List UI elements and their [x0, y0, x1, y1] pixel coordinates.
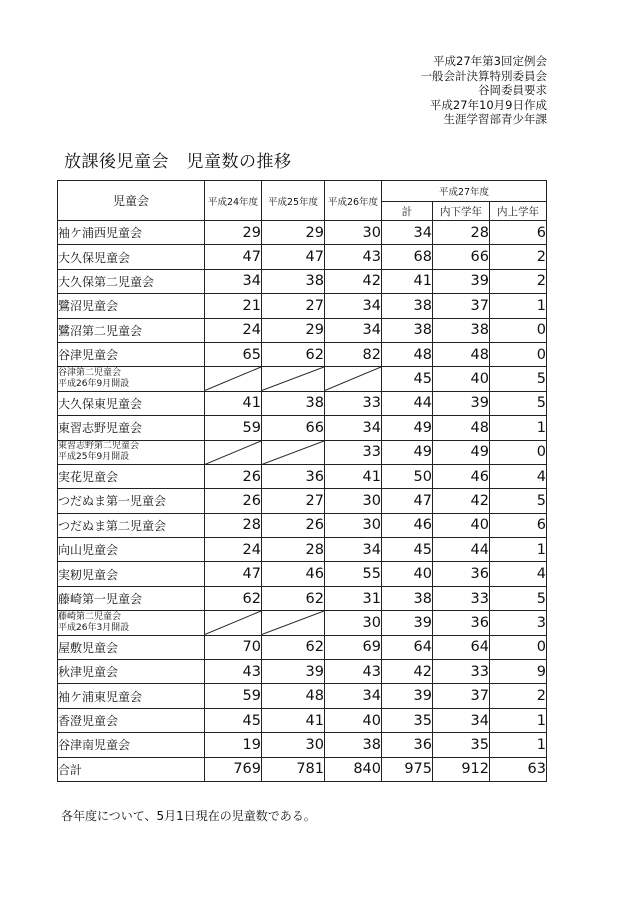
club-name: 向山児童会 — [58, 543, 119, 558]
not-applicable-cell — [325, 367, 382, 391]
club-name-cell — [58, 318, 205, 342]
value-h26: 34 — [325, 416, 382, 440]
value-h26: 33 — [325, 391, 382, 415]
value-h26: 40 — [325, 708, 382, 732]
value-h26: 82 — [325, 342, 382, 366]
club-name: 袖ケ浦東児童会 — [58, 689, 143, 704]
value-upper: 2 — [490, 245, 547, 269]
value-total: 39 — [382, 684, 433, 708]
value-upper: 1 — [490, 733, 547, 757]
table-row — [58, 708, 547, 732]
club-name: 実籾児童会 — [58, 567, 119, 582]
value-lower: 46 — [433, 464, 490, 488]
club-name-cell — [58, 635, 205, 659]
slash-mark — [205, 611, 261, 634]
value-upper: 0 — [490, 318, 547, 342]
value-total: 45 — [382, 367, 433, 391]
value-h26: 30 — [325, 221, 382, 245]
value-total: 64 — [382, 635, 433, 659]
value-h24: 47 — [205, 245, 262, 269]
value-h24: 62 — [205, 586, 262, 610]
value-upper: 1 — [490, 708, 547, 732]
club-name: 東習志野児童会 — [58, 421, 143, 436]
not-applicable-cell — [262, 440, 325, 464]
club-name-cell — [58, 684, 205, 708]
not-applicable-cell — [205, 367, 262, 391]
club-name: 鷺沼第二児童会 — [58, 323, 143, 338]
club-name: 秋津児童会 — [58, 665, 119, 680]
club-name: 谷津南児童会 — [58, 738, 131, 753]
value-total: 46 — [382, 513, 433, 537]
club-name: 大久保児童会 — [58, 250, 131, 265]
column-header-lower: 内下学年 — [433, 202, 490, 221]
value-h24: 34 — [205, 269, 262, 293]
value-h24: 43 — [205, 660, 262, 684]
table-row — [58, 440, 547, 464]
header-line: 谷岡委員要求 — [478, 83, 547, 98]
table-row — [58, 538, 547, 562]
value-lower: 37 — [433, 294, 490, 318]
club-name: 鷺沼児童会 — [58, 299, 119, 314]
value-h25: 36 — [262, 464, 325, 488]
value-upper: 5 — [490, 489, 547, 513]
club-name: 袖ケ浦西児童会 — [58, 226, 143, 241]
value-h25: 28 — [262, 538, 325, 562]
value-h26: 55 — [325, 562, 382, 586]
value-h24: 28 — [205, 513, 262, 537]
value-h25: 41 — [262, 708, 325, 732]
club-name-cell — [58, 757, 205, 781]
value-total: 50 — [382, 464, 433, 488]
table-row — [58, 586, 547, 610]
value-total: 48 — [382, 342, 433, 366]
value-lower: 64 — [433, 635, 490, 659]
value-h26: 34 — [325, 294, 382, 318]
document-header — [421, 54, 548, 127]
value-h26: 34 — [325, 538, 382, 562]
value-h25: 39 — [262, 660, 325, 684]
club-name-cell — [58, 269, 205, 293]
value-total: 49 — [382, 416, 433, 440]
value-upper: 5 — [490, 586, 547, 610]
club-opening-note: 平成26年9月開設 — [58, 379, 130, 390]
table-row — [58, 318, 547, 342]
value-lower: 912 — [433, 757, 490, 781]
club-name-cell — [58, 611, 205, 635]
table-row — [58, 245, 547, 269]
column-header-name: 児童会 — [58, 181, 205, 221]
table-row — [58, 513, 547, 537]
club-name-cell — [58, 660, 205, 684]
club-name-cell — [58, 367, 205, 391]
club-opening-note: 平成25年9月開設 — [58, 452, 130, 463]
header-line: 平成27年10月9日作成 — [429, 97, 547, 112]
value-h26: 43 — [325, 245, 382, 269]
children-count-table — [57, 180, 547, 782]
value-lower: 35 — [433, 733, 490, 757]
club-name-cell — [58, 562, 205, 586]
value-lower: 66 — [433, 245, 490, 269]
value-h26: 43 — [325, 660, 382, 684]
header-line: 一般会計決算特別委員会 — [420, 68, 547, 83]
club-name-cell — [58, 464, 205, 488]
value-h26: 31 — [325, 586, 382, 610]
value-h25: 38 — [262, 269, 325, 293]
table-row — [58, 660, 547, 684]
value-total: 49 — [382, 440, 433, 464]
value-total: 38 — [382, 318, 433, 342]
value-upper: 6 — [490, 221, 547, 245]
not-applicable-cell — [205, 440, 262, 464]
value-lower: 36 — [433, 611, 490, 635]
club-name-cell — [58, 733, 205, 757]
slash-mark — [262, 441, 324, 464]
value-lower: 40 — [433, 513, 490, 537]
club-name: 東習志野第二児童会 — [58, 441, 140, 452]
value-upper: 5 — [490, 367, 547, 391]
value-h26: 41 — [325, 464, 382, 488]
value-h25: 29 — [262, 221, 325, 245]
table-row — [58, 757, 547, 781]
not-applicable-cell — [262, 367, 325, 391]
table-row — [58, 562, 547, 586]
value-upper: 4 — [490, 464, 547, 488]
value-total: 35 — [382, 708, 433, 732]
value-lower: 39 — [433, 391, 490, 415]
club-name: 合計 — [58, 762, 83, 777]
club-name-cell — [58, 294, 205, 318]
value-h25: 62 — [262, 342, 325, 366]
value-h26: 38 — [325, 733, 382, 757]
value-h25: 29 — [262, 318, 325, 342]
club-name: 谷津第二児童会 — [58, 368, 122, 379]
club-name-cell — [58, 489, 205, 513]
header-line: 平成27年第3回定例会 — [433, 54, 547, 68]
value-total: 38 — [382, 294, 433, 318]
column-header-h24: 平成24年度 — [205, 181, 262, 221]
table-row — [58, 464, 547, 488]
value-h24: 45 — [205, 708, 262, 732]
table-row — [58, 367, 547, 391]
table-body — [58, 221, 547, 782]
value-lower: 28 — [433, 221, 490, 245]
value-lower: 37 — [433, 684, 490, 708]
value-upper: 4 — [490, 562, 547, 586]
value-total: 36 — [382, 733, 433, 757]
club-name: 大久保第二児童会 — [58, 274, 155, 289]
table-row — [58, 294, 547, 318]
value-h25: 46 — [262, 562, 325, 586]
value-total: 42 — [382, 660, 433, 684]
value-lower: 44 — [433, 538, 490, 562]
table-row — [58, 684, 547, 708]
value-upper: 6 — [490, 513, 547, 537]
value-upper: 63 — [490, 757, 547, 781]
value-h24: 26 — [205, 489, 262, 513]
value-total: 41 — [382, 269, 433, 293]
value-h24: 19 — [205, 733, 262, 757]
footnote: 各年度について、5月1日現在の児童数である。 — [61, 809, 316, 823]
value-h24: 47 — [205, 562, 262, 586]
value-upper: 5 — [490, 391, 547, 415]
table-row — [58, 221, 547, 245]
value-lower: 40 — [433, 367, 490, 391]
club-name-cell — [58, 342, 205, 366]
value-h25: 30 — [262, 733, 325, 757]
club-name: 香澄児童会 — [58, 714, 119, 728]
value-lower: 33 — [433, 586, 490, 610]
value-h26: 30 — [325, 513, 382, 537]
value-upper: 9 — [490, 660, 547, 684]
slash-mark — [325, 367, 381, 390]
club-name: つだぬま第二児童会 — [58, 518, 167, 533]
value-h26: 33 — [325, 440, 382, 464]
club-name-cell — [58, 391, 205, 415]
club-name-cell — [58, 440, 205, 464]
value-upper: 1 — [490, 538, 547, 562]
value-total: 34 — [382, 221, 433, 245]
slash-mark — [262, 611, 324, 634]
column-header-h26: 平成26年度 — [325, 181, 382, 221]
value-lower: 49 — [433, 440, 490, 464]
value-h26: 34 — [325, 318, 382, 342]
club-name-cell — [58, 708, 205, 732]
value-h25: 62 — [262, 635, 325, 659]
slash-mark — [205, 441, 261, 464]
club-name-cell — [58, 416, 205, 440]
table-row — [58, 611, 547, 635]
value-upper: 0 — [490, 342, 547, 366]
value-h24: 59 — [205, 684, 262, 708]
value-h24: 41 — [205, 391, 262, 415]
value-h25: 26 — [262, 513, 325, 537]
value-h24: 26 — [205, 464, 262, 488]
not-applicable-cell — [205, 611, 262, 635]
value-h24: 70 — [205, 635, 262, 659]
club-name: つだぬま第一児童会 — [58, 494, 167, 509]
value-total: 975 — [382, 757, 433, 781]
value-total: 45 — [382, 538, 433, 562]
not-applicable-cell — [262, 611, 325, 635]
value-lower: 39 — [433, 269, 490, 293]
value-h24: 29 — [205, 221, 262, 245]
table-row — [58, 733, 547, 757]
value-upper: 0 — [490, 440, 547, 464]
value-lower: 34 — [433, 708, 490, 732]
club-name-cell — [58, 513, 205, 537]
value-lower: 38 — [433, 318, 490, 342]
value-total: 40 — [382, 562, 433, 586]
value-lower: 33 — [433, 660, 490, 684]
value-h24: 769 — [205, 757, 262, 781]
value-h25: 38 — [262, 391, 325, 415]
column-header-upper: 内上学年 — [490, 202, 547, 221]
value-upper: 2 — [490, 684, 547, 708]
value-h24: 24 — [205, 318, 262, 342]
value-upper: 0 — [490, 635, 547, 659]
value-h25: 62 — [262, 586, 325, 610]
club-name: 屋敷児童会 — [58, 640, 119, 655]
value-h26: 840 — [325, 757, 382, 781]
table-row — [58, 416, 547, 440]
value-h25: 781 — [262, 757, 325, 781]
value-upper: 1 — [490, 416, 547, 440]
value-lower: 48 — [433, 416, 490, 440]
club-name: 藤崎第一児童会 — [58, 592, 143, 607]
club-name-cell — [58, 245, 205, 269]
value-h24: 59 — [205, 416, 262, 440]
value-total: 38 — [382, 586, 433, 610]
club-name: 実花児童会 — [58, 470, 119, 485]
value-lower: 48 — [433, 342, 490, 366]
club-opening-note: 平成26年3月開設 — [58, 622, 130, 633]
value-h25: 48 — [262, 684, 325, 708]
header-line: 生涯学習部青少年課 — [443, 112, 547, 127]
slash-mark — [205, 367, 261, 390]
column-group-h27: 平成27年度 — [382, 181, 547, 202]
value-h24: 21 — [205, 294, 262, 318]
slash-mark — [262, 367, 324, 390]
value-h25: 47 — [262, 245, 325, 269]
value-total: 68 — [382, 245, 433, 269]
value-h26: 30 — [325, 489, 382, 513]
value-upper: 1 — [490, 294, 547, 318]
club-name-cell — [58, 538, 205, 562]
value-h24: 65 — [205, 342, 262, 366]
club-name: 藤崎第二児童会 — [58, 611, 122, 622]
club-name-cell — [58, 221, 205, 245]
value-upper: 2 — [490, 269, 547, 293]
value-h25: 27 — [262, 294, 325, 318]
value-h26: 69 — [325, 635, 382, 659]
value-upper: 3 — [490, 611, 547, 635]
club-name-cell — [58, 586, 205, 610]
club-name: 谷津児童会 — [58, 348, 119, 363]
column-header-h25: 平成25年度 — [262, 181, 325, 221]
value-h26: 42 — [325, 269, 382, 293]
table-row — [58, 635, 547, 659]
value-h25: 27 — [262, 489, 325, 513]
value-lower: 42 — [433, 489, 490, 513]
club-name: 大久保東児童会 — [58, 396, 143, 411]
table-row — [58, 342, 547, 366]
value-total: 44 — [382, 391, 433, 415]
table-row — [58, 391, 547, 415]
value-lower: 36 — [433, 562, 490, 586]
value-total: 47 — [382, 489, 433, 513]
table-row — [58, 269, 547, 293]
table-row — [58, 489, 547, 513]
value-h26: 34 — [325, 684, 382, 708]
value-h26: 30 — [325, 611, 382, 635]
value-total: 39 — [382, 611, 433, 635]
value-h25: 66 — [262, 416, 325, 440]
page-title: 放課後児童会 児童数の推移 — [64, 152, 292, 172]
column-header-total: 計 — [382, 202, 433, 221]
value-h24: 24 — [205, 538, 262, 562]
